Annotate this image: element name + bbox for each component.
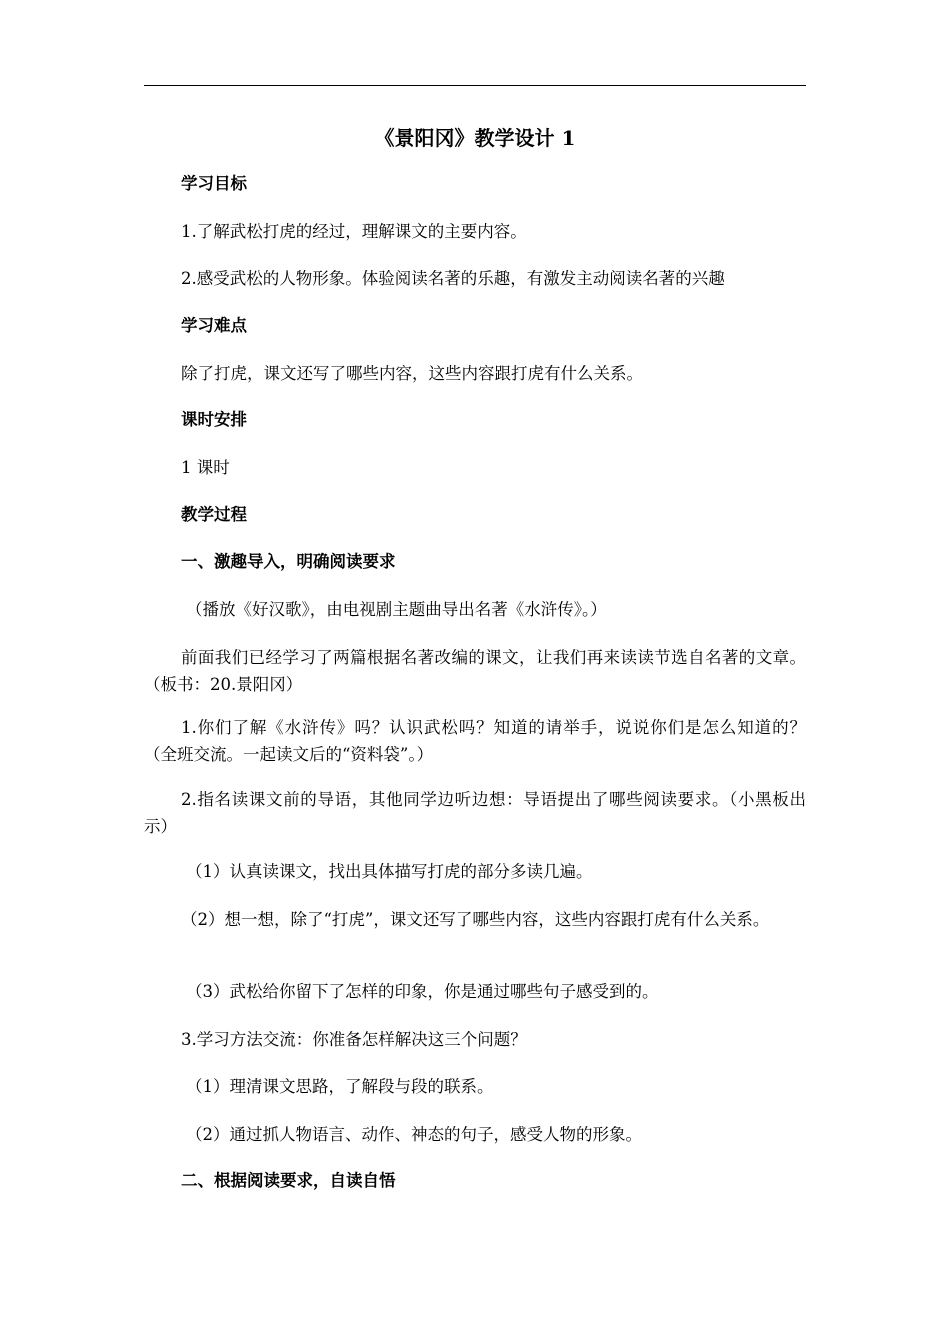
part1-question-2-item-2: （2）想一想，除了“打虎”，课文还写了哪些内容，这些内容跟打虎有什么关系。 [181, 910, 770, 929]
part1-question-2-item-1: （1）认真读课文，找出具体描写打虎的部分多读几遍。 [186, 862, 593, 881]
part1-question-3-item-1: （1）理清课文思路，了解段与段的联系。 [186, 1077, 494, 1096]
part1-question-2-item-3: （3）武松给你留下了怎样的印象，你是通过哪些句子感受到的。 [186, 982, 659, 1001]
part1-paragraph-intro: （播放《好汉歌》，由电视剧主题曲导出名著《水浒传》。） [186, 600, 607, 619]
section-heading-schedule: 课时安排 [181, 410, 247, 429]
document-title: 《景阳冈》教学设计 1 [374, 126, 576, 150]
header-rule [144, 85, 806, 86]
part1-heading: 一、激趣导入，明确阅读要求 [181, 552, 396, 571]
goal-item-2: 2.感受武松的人物形象。体验阅读名著的乐趣，有激发主动阅读名著的兴趣 [181, 269, 725, 288]
section-heading-difficulty: 学习难点 [181, 316, 247, 335]
schedule-text: 1 课时 [181, 458, 230, 477]
part2-heading: 二、根据阅读要求，自读自悟 [181, 1171, 396, 1190]
section-heading-process: 教学过程 [181, 505, 247, 524]
part1-paragraph-review: 前面我们已经学习了两篇根据名著改编的课文，让我们再来读读节选自名著的文章。（板书：20.景阳冈） [144, 648, 806, 694]
part1-question-3: 3.学习方法交流：你准备怎样解决这三个问题？ [181, 1030, 527, 1049]
section-heading-goals: 学习目标 [181, 174, 247, 193]
part1-question-3-item-2: （2）通过抓人物语言、动作、神态的句子，感受人物的形象。 [186, 1125, 642, 1144]
goal-item-1: 1.了解武松打虎的经过，理解课文的主要内容。 [181, 222, 527, 241]
part1-question-1: 1.你们了解《水浒传》吗？认识武松吗？知道的请举手，说说你们是怎么知道的？（全班交流。一起读文后的“资料袋”。） [144, 718, 806, 764]
part1-question-2: 2.指名读课文前的导语，其他同学边听边想：导语提出了哪些阅读要求。（小黑板出示） [144, 790, 806, 836]
difficulty-text: 除了打虎，课文还写了哪些内容，这些内容跟打虎有什么关系。 [181, 364, 643, 383]
